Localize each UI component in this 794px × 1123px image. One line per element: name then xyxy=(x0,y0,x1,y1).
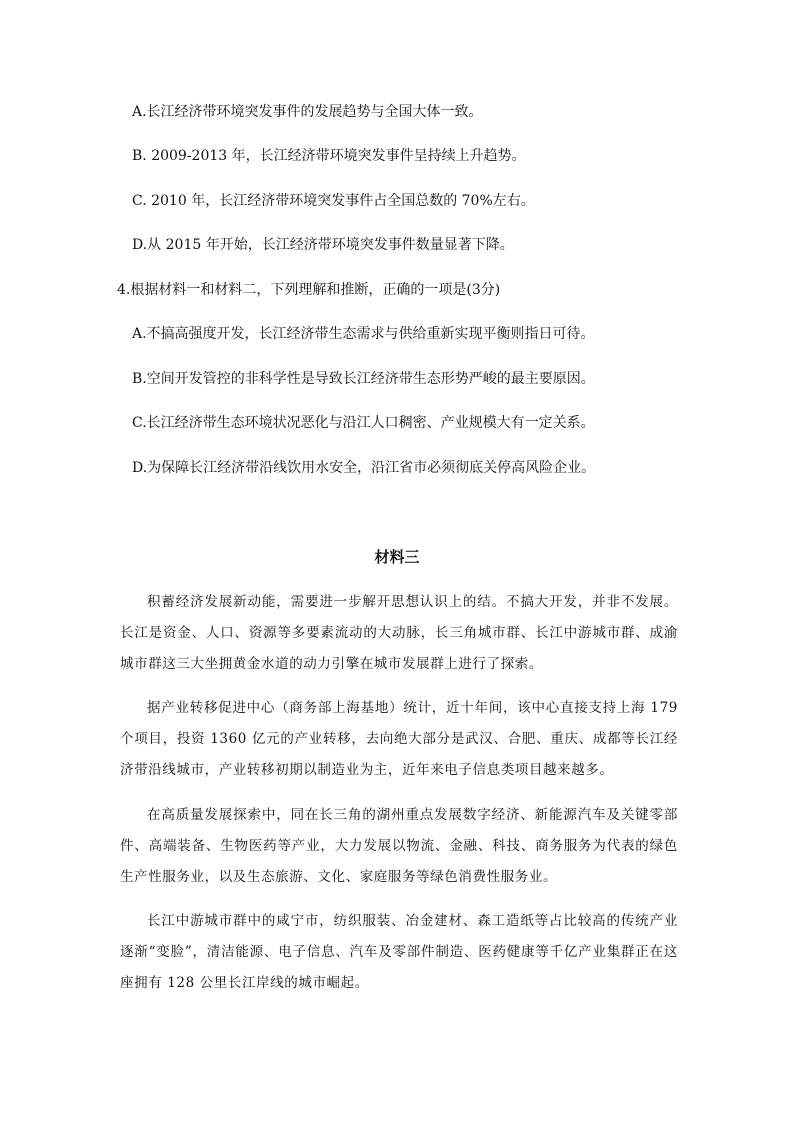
material-3-paragraph-3: 在高质量发展探索中，同在长三角的湖州重点发展数字经济、新能源汽车及关键零部件、高端装备、生物医药等产业，大力发展以物流、金融、科技、商务服务为代表的绿色生产性服务业，以及生态旅游、文化、家庭服务等绿色消费性服务业。 xyxy=(120,807,678,885)
q4-stem: 4.根据材料一和材料二，下列理解和推断，正确的一项是(3分) xyxy=(117,282,501,298)
q3-option-a: A.长江经济带环境突发事件的发展趋势与全国大体一致。 xyxy=(132,104,483,120)
material-3-paragraph-4: 长江中游城市群中的咸宁市，纺织服装、冶金建材、森工造纸等占比较高的传统产业逐渐“变脸”，清洁能源、电子信息、汽车及零部件制造、医药健康等千亿产业集群正在这座拥有 128 公里长江岸线的城市崛起。 xyxy=(120,913,678,991)
q3-option-d: D.从 2015 年开始，长江经济带环境突发事件数量显著下降。 xyxy=(132,237,514,253)
q4-option-a: A.不搞高强度开发，长江经济带生态需求与供给重新实现平衡则指日可待。 xyxy=(132,326,595,342)
q3-option-c: C. 2010 年，长江经济带环境突发事件占全国总数的 70%左右。 xyxy=(132,193,535,209)
q4-option-c: C.长江经济带生态环境状况恶化与沿江人口稠密、产业规模大有一定关系。 xyxy=(132,415,595,431)
q4-option-d: D.为保障长江经济带沿线饮用水安全，沿江省市必须彻底关停高风险企业。 xyxy=(132,460,596,476)
q3-option-b: B. 2009-2013 年，长江经济带环境突发事件呈持续上升趋势。 xyxy=(132,148,526,164)
material-3-title: 材料三 xyxy=(374,548,420,566)
material-3-paragraph-1: 积蓄经济发展新动能，需要进一步解开思想认识上的结。不搞大开发，并非不发展。长江是资金、人口、资源等多要素流动的大动脉，长三角城市群、长江中游城市群、成渝城市群这三大坐拥黄金水道的动力引擎在城市发展群上进行了探索。 xyxy=(120,594,678,672)
q4-option-b: B.空间开发管控的非科学性是导致长江经济带生态形势严峻的最主要原因。 xyxy=(132,371,595,387)
material-3-paragraph-2: 据产业转移促进中心（商务部上海基地）统计，近十年间，该中心直接支持上海 179 个项目，投资 1360 亿元的产业转移，去向绝大部分是武汉、合肥、重庆、成都等长江经济带沿线城市，产业转移初期以制造业为主，近年来电子信息类项目越来越多。 xyxy=(120,700,678,778)
